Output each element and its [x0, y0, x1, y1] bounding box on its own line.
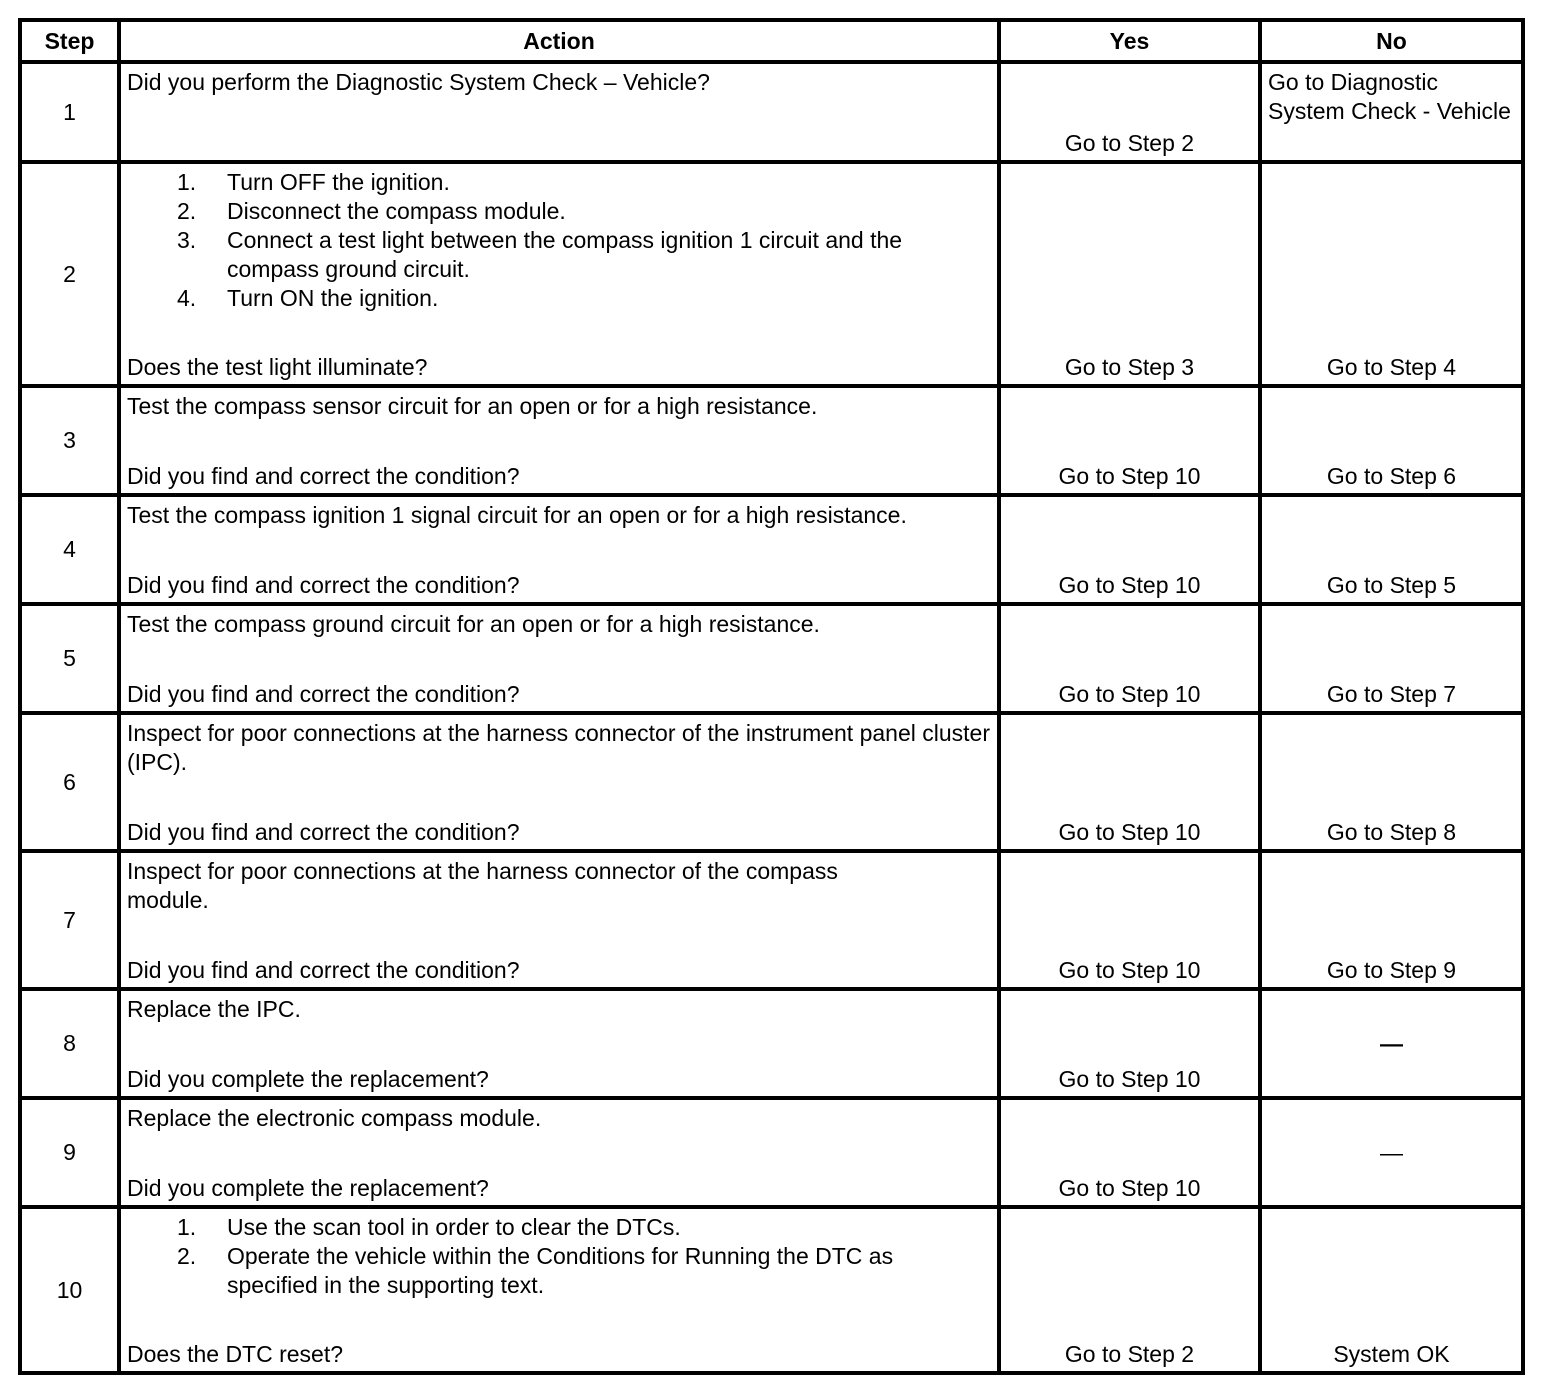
no-cell	[1260, 1207, 1523, 1373]
action-text: Test the compass sensor circuit for an open or for a high resistance.	[127, 393, 818, 419]
table-row	[20, 495, 1523, 604]
table-row	[20, 62, 1523, 162]
action-text: Inspect for poor connections at the harness connector of the instrument panel cluster (IPC).	[127, 720, 990, 775]
yes-target: Go to Step 2	[1064, 1341, 1195, 1367]
no-cell	[1260, 851, 1523, 989]
action-question: Did you complete the replacement?	[127, 1066, 489, 1092]
no-cell	[1260, 713, 1523, 851]
yes-target: Go to Step 10	[1058, 957, 1201, 983]
action-cell	[119, 386, 999, 495]
action-cell	[119, 495, 999, 604]
yes-cell	[999, 62, 1260, 162]
step-number: 4	[20, 495, 119, 604]
action-question: Did you find and correct the condition?	[127, 681, 520, 707]
no-cell	[1260, 62, 1523, 162]
no-target: Go to Step 6	[1326, 463, 1457, 489]
yes-target: Go to Step 10	[1058, 819, 1201, 845]
action-text: Did you perform the Diagnostic System Check – Vehicle?	[127, 69, 710, 95]
yes-cell	[999, 604, 1260, 713]
table-row	[20, 851, 1523, 989]
yes-target: Go to Step 3	[1064, 354, 1195, 380]
action-text: Replace the IPC.	[127, 996, 301, 1022]
header-row	[20, 20, 1523, 62]
header-yes: Yes	[999, 20, 1260, 62]
action-cell	[119, 162, 999, 386]
action-cell	[119, 1207, 999, 1373]
action-question: Did you find and correct the condition?	[127, 819, 520, 845]
no-cell	[1260, 989, 1523, 1098]
yes-cell	[999, 162, 1260, 386]
no-target: Go to Step 9	[1326, 957, 1457, 983]
step-number: 1	[20, 62, 119, 162]
table-row	[20, 604, 1523, 713]
step-number: 8	[20, 989, 119, 1098]
no-cell	[1260, 1098, 1523, 1207]
step-number: 9	[20, 1098, 119, 1207]
yes-cell	[999, 713, 1260, 851]
action-question: Does the test light illuminate?	[127, 354, 428, 380]
action-cell	[119, 713, 999, 851]
action-cell	[119, 989, 999, 1098]
action-question: Did you complete the replacement?	[127, 1175, 489, 1201]
yes-cell	[999, 989, 1260, 1098]
list-item: 3. Connect a test light between the compass ignition 1 circuit and the compass ground circuit.	[177, 227, 903, 282]
no-target: —	[1380, 1139, 1403, 1165]
action-question: Did you find and correct the condition?	[127, 957, 520, 983]
action-text: Test the compass ground circuit for an open or for a high resistance.	[127, 611, 820, 637]
step-number: 2	[20, 162, 119, 386]
no-target: Go to Step 4	[1326, 354, 1457, 380]
yes-target: Go to Step 10	[1058, 1175, 1201, 1201]
yes-cell	[999, 851, 1260, 989]
list-item: 2. Operate the vehicle within the Conditions for Running the DTC as specified in the supporting text.	[177, 1243, 894, 1298]
action-cell	[119, 62, 999, 162]
yes-cell	[999, 495, 1260, 604]
table-row	[20, 713, 1523, 851]
step-number: 3	[20, 386, 119, 495]
no-target: Go to Diagnostic System Check - Vehicle	[1268, 69, 1511, 124]
step-number: 6	[20, 713, 119, 851]
diagnostic-table	[18, 18, 1525, 1375]
no-target: —	[1380, 1030, 1403, 1056]
list-item: 1. Use the scan tool in order to clear the DTCs.	[177, 1214, 681, 1240]
yes-target: Go to Step 10	[1058, 463, 1201, 489]
table-row	[20, 162, 1523, 386]
yes-cell	[999, 1207, 1260, 1373]
header-step: Step	[20, 20, 119, 62]
yes-cell	[999, 1098, 1260, 1207]
no-target: Go to Step 5	[1326, 572, 1457, 598]
table-row	[20, 989, 1523, 1098]
action-cell	[119, 604, 999, 713]
action-cell	[119, 1098, 999, 1207]
no-cell	[1260, 604, 1523, 713]
no-target: System OK	[1333, 1341, 1450, 1367]
no-target: Go to Step 7	[1326, 681, 1457, 707]
yes-target: Go to Step 10	[1058, 572, 1201, 598]
yes-target: Go to Step 10	[1058, 1066, 1201, 1092]
action-cell	[119, 851, 999, 989]
action-question: Did you find and correct the condition?	[127, 463, 520, 489]
step-number: 7	[20, 851, 119, 989]
table-row	[20, 1098, 1523, 1207]
no-cell	[1260, 386, 1523, 495]
list-item: 2. Disconnect the compass module.	[177, 198, 566, 224]
no-cell	[1260, 162, 1523, 386]
action-question: Did you find and correct the condition?	[127, 572, 520, 598]
yes-target: Go to Step 2	[1064, 130, 1195, 156]
step-number: 10	[20, 1207, 119, 1373]
action-question: Does the DTC reset?	[127, 1341, 344, 1367]
action-text: Inspect for poor connections at the harness connector of the compass module.	[127, 858, 838, 913]
action-step-list	[127, 168, 991, 313]
yes-cell	[999, 386, 1260, 495]
table-row	[20, 386, 1523, 495]
step-number: 5	[20, 604, 119, 713]
no-cell	[1260, 495, 1523, 604]
action-step-list	[127, 1213, 991, 1300]
list-item: 4. Turn ON the ignition.	[177, 285, 439, 311]
yes-target: Go to Step 10	[1058, 681, 1201, 707]
action-text: Replace the electronic compass module.	[127, 1105, 542, 1131]
table-row	[20, 1207, 1523, 1373]
header-no: No	[1260, 20, 1523, 62]
list-item: 1. Turn OFF the ignition.	[177, 169, 450, 195]
header-action: Action	[119, 20, 999, 62]
no-target: Go to Step 8	[1326, 819, 1457, 845]
action-text: Test the compass ignition 1 signal circuit for an open or for a high resistance.	[127, 502, 907, 528]
